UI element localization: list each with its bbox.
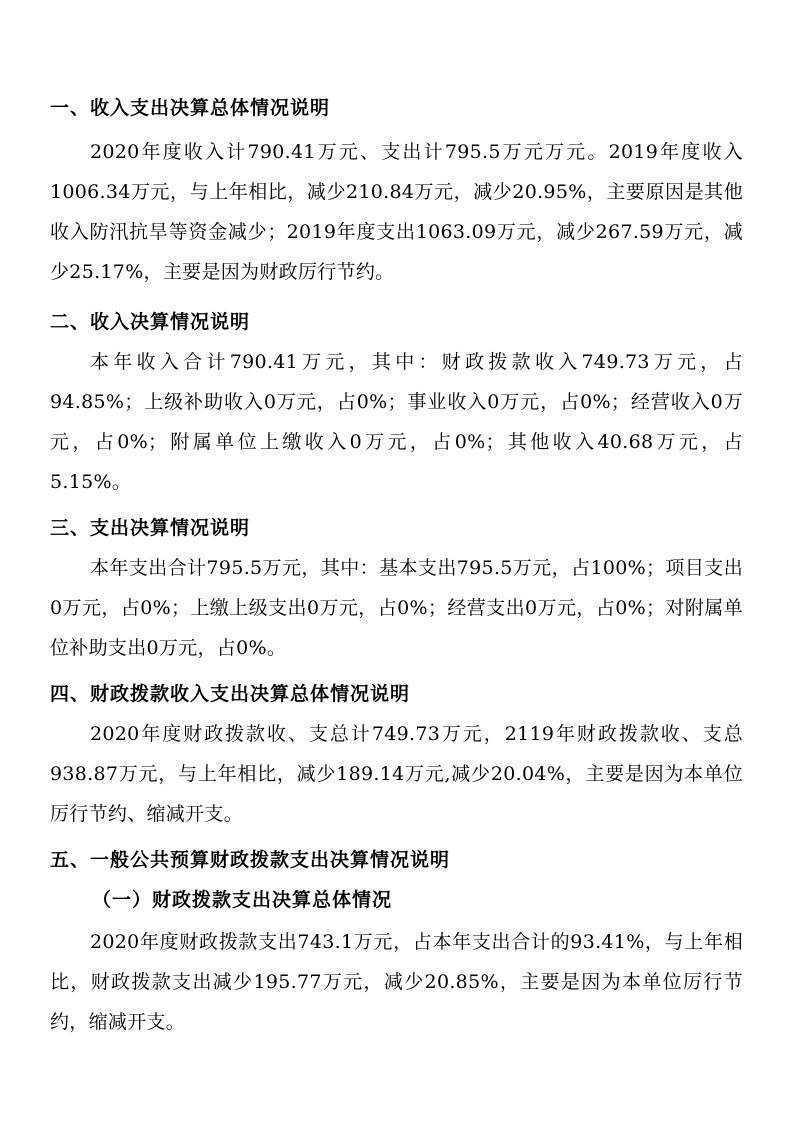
- section-1-heading: 一、收入支出决算总体情况说明: [50, 97, 331, 119]
- section-3-heading: 三、支出决算情况说明: [50, 517, 251, 539]
- section-2-paragraph: 本年收入合计790.41万元，其中：财政拨款收入749.73万元，占94.85%；上级补助收入0万元，占0%；事业收入0万元，占0%；经营收入0万元，占0%；附属单位上缴收入0万元，占0%；其他收入40.68万元，占5.15%。: [50, 351, 743, 493]
- section-4-heading: 四、财政拨款收入支出决算总体情况说明: [50, 683, 411, 705]
- section-5-subheading: （一）财政拨款支出决算总体情况: [92, 889, 393, 911]
- section-2-heading: 二、收入决算情况说明: [50, 311, 251, 333]
- section-3-paragraph: 本年支出合计795.5万元，其中：基本支出795.5万元，占100%；项目支出0万元，占0%；上缴上级支出0万元，占0%；经营支出0万元，占0%；对附属单位补助支出0万元，占0%。: [50, 557, 743, 659]
- section-1-paragraph: 2020年度收入计790.41万元、支出计795.5万元万元。2019年度收入1006.34万元，与上年相比，减少210.84万元，减少20.95%，主要原因是其他收入防汛抗旱等资金减少；2019年度支出1063.09万元，减少267.59万元，减少25.17%，主要是因为财政厉行节约。: [50, 141, 743, 283]
- section-5-paragraph: 2020年度财政拨款支出743.1万元，占本年支出合计的93.41%，与上年相比，财政拨款支出减少195.77万元，减少20.85%，主要是因为本单位厉行节约，缩减开支。: [50, 931, 743, 1033]
- section-5-heading: 五、一般公共预算财政拨款支出决算情况说明: [50, 849, 451, 871]
- section-4-paragraph: 2020年度财政拨款收、支总计749.73万元，2119年财政拨款收、支总938.87万元，与上年相比，减少189.14万元,减少20.04%，主要是因为本单位厉行节约、缩减开支。: [50, 723, 743, 825]
